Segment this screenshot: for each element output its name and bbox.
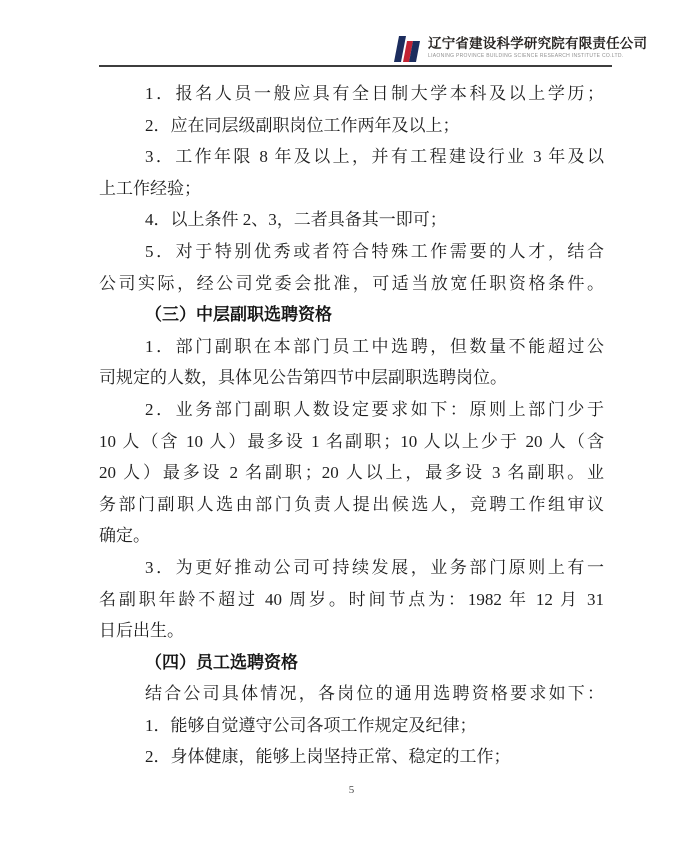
text-line: 1．报名人员一般应具有全日制大学本科及以上学历； [145, 84, 604, 103]
text-line: 司规定的人数，具体见公告第四节中层副职选聘岗位。 [99, 368, 507, 388]
text-line: 20 人）最多设 2 名副职；20 人以上，最多设 3 名副职。业 [99, 463, 604, 483]
document-body [99, 78, 604, 773]
text-line: 确定。 [99, 526, 150, 546]
company-logo-icon [393, 35, 423, 63]
page-header [393, 35, 647, 63]
section-heading: （三）中层副职选聘资格 [145, 305, 332, 325]
text-line: 10 人（含 10 人）最多设 1 名副职；10 人以上少于 20 人（含 [99, 431, 604, 451]
page-number: 5 [348, 784, 355, 796]
text-line: 5．对于特别优秀或者符合特殊工作需要的人才，结合 [145, 241, 604, 261]
text-line: 3．工作年限 8 年及以上，并有工程建设行业 3 年及以 [145, 147, 604, 167]
text-line: 1．部门副职在本部门员工中选聘，但数量不能超过公 [145, 336, 604, 356]
company-name: 辽宁省建设科学研究院有限责任公司 [428, 36, 648, 51]
text-line: 上工作经验； [99, 178, 201, 198]
header-rule [99, 65, 612, 67]
text-line: 务部门副职人选由部门负责人提出候选人，竞聘工作组审议 [99, 494, 604, 514]
text-line: 公司实际，经公司党委会批准，可适当放宽任职资格条件。 [99, 273, 604, 293]
company-name-english: LIAONING PROVINCE BUILDING SCIENCE RESEARCH INSTITUTE CO.LTD. [428, 53, 624, 59]
company-name-block [428, 35, 647, 59]
text-line: 日后出生。 [99, 621, 184, 641]
text-line: 名副职年龄不超过 40 周岁。时间节点为：1982 年 12 月 31 [99, 589, 604, 609]
text-line: 4．以上条件 2、3，二者具备其一即可； [145, 210, 447, 230]
text-line: 结合公司具体情况，各岗位的通用选聘资格要求如下： [145, 684, 604, 704]
text-line: 1．能够自觉遵守公司各项工作规定及纪律； [145, 715, 477, 735]
text-line: 3．为更好推动公司可持续发展，业务部门原则上有一 [145, 557, 604, 577]
text-line: 2．身体健康，能够上岗坚持正常、稳定的工作； [145, 747, 511, 767]
text-line: 2．应在同层级副职岗位工作两年及以上； [145, 115, 460, 135]
section-heading: （四）员工选聘资格 [145, 652, 298, 672]
text-line: 2．业务部门副职人数设定要求如下：原则上部门少于 [145, 399, 604, 419]
